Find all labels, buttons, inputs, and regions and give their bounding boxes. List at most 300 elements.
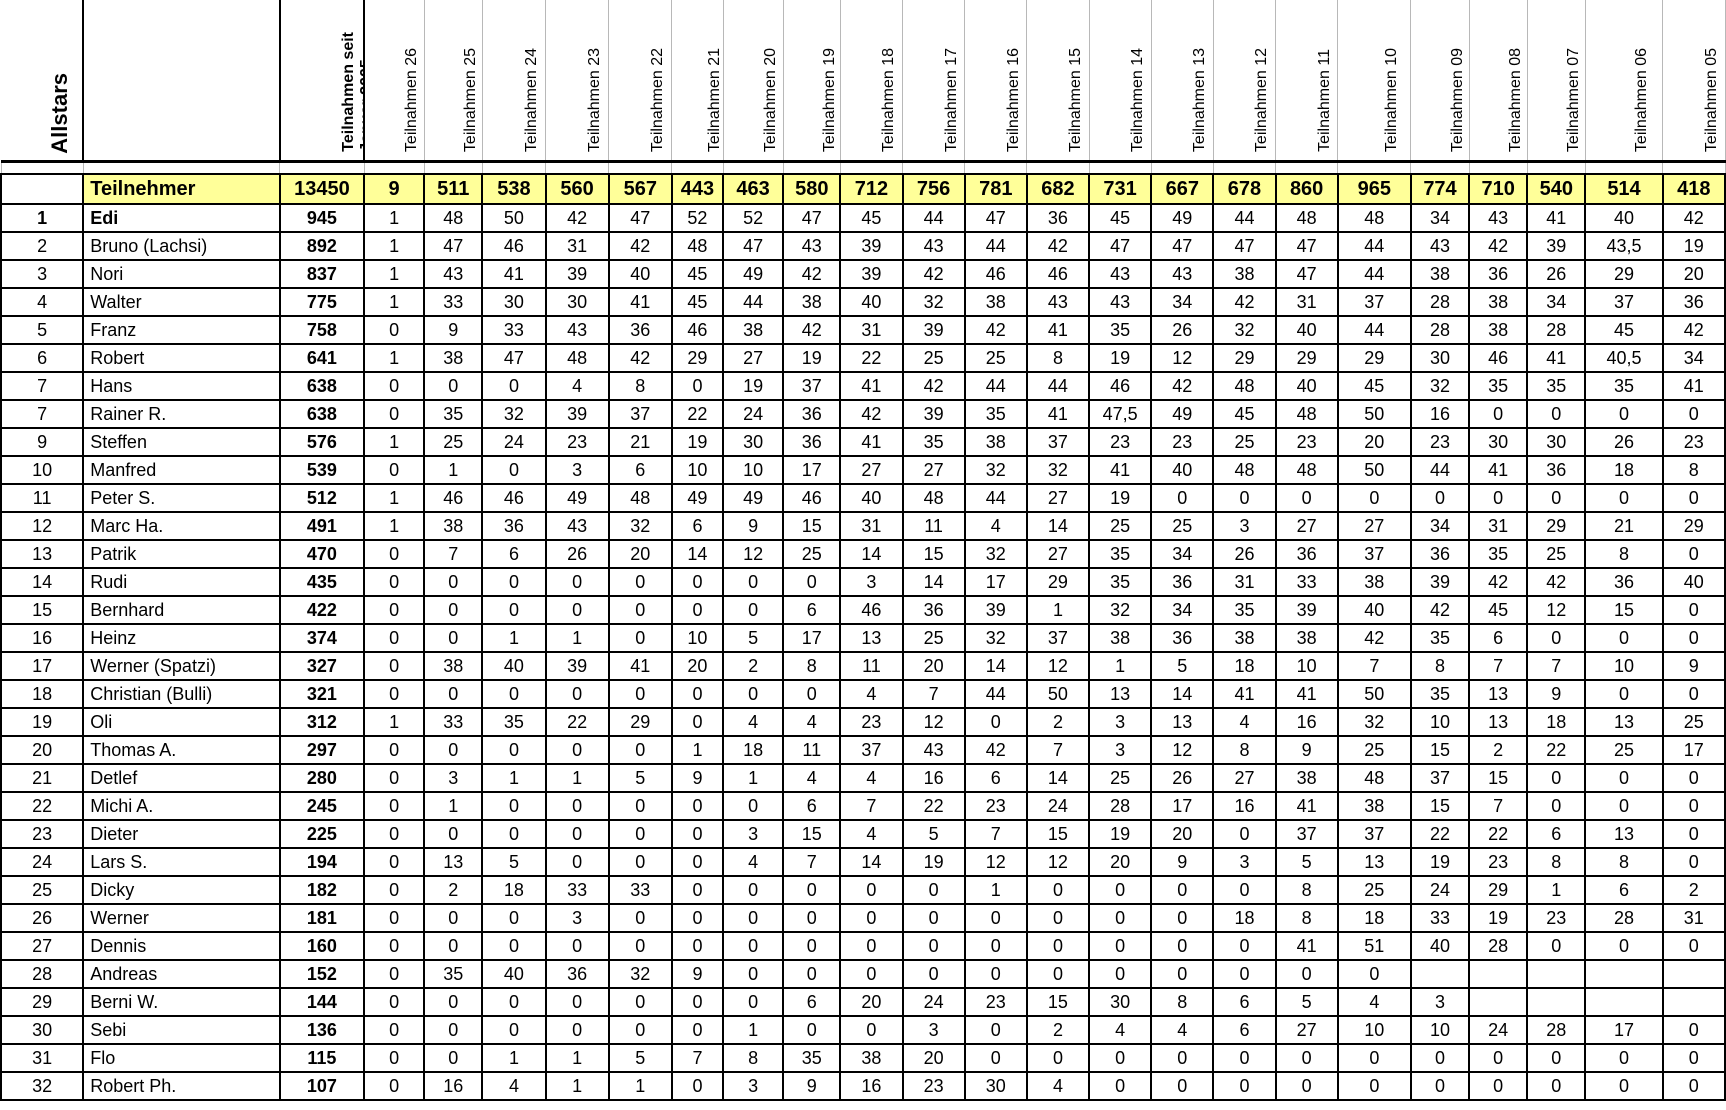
name-cell: Rudi [83,568,280,596]
total-cell: 576 [280,428,364,456]
year-value-cell: 0 [903,932,965,960]
year-value-cell: 2 [1469,736,1527,764]
year-value-cell: 48 [609,484,672,512]
year-value-cell: 0 [1585,400,1662,428]
year-value-cell: 43 [546,512,609,540]
rank-cell: 32 [1,1072,83,1100]
year-value-cell: 0 [672,1072,723,1100]
year-value-cell: 1 [364,260,424,288]
rank-cell: 2 [1,232,83,260]
summary-year-value: 443 [672,174,723,204]
year-value-cell: 45 [1089,204,1151,232]
year-value-cell: 45 [1469,596,1527,624]
rank-cell: 19 [1,708,83,736]
summary-year-value: 682 [1027,174,1089,204]
year-value-cell: 0 [1527,400,1585,428]
year-value-cell: 12 [965,848,1027,876]
year-value-cell: 45 [672,288,723,316]
year-header [1151,0,1213,162]
year-value-cell: 0 [1338,484,1411,512]
separator-row [1,162,1725,175]
year-value-cell: 19 [903,848,965,876]
year-value-cell: 18 [723,736,783,764]
year-header-label: Teilnahmen 23 [586,47,604,152]
year-value-cell: 41 [1527,344,1585,372]
year-value-cell: 0 [1338,1044,1411,1072]
year-value-cell: 0 [424,820,482,848]
year-value-cell: 4 [783,764,840,792]
year-value-cell: 8 [1411,652,1469,680]
year-value-cell: 43 [1469,204,1527,232]
year-value-cell: 42 [609,344,672,372]
year-header-label: Teilnahmen 16 [1004,47,1022,152]
total-cell: 280 [280,764,364,792]
year-value-cell: 28 [1585,904,1662,932]
year-value-cell [1469,960,1527,988]
rank-cell: 20 [1,736,83,764]
year-value-cell: 25 [1213,428,1275,456]
year-value-cell: 0 [1089,876,1151,904]
name-cell: Patrik [83,540,280,568]
year-value-cell: 29 [1027,568,1089,596]
year-value-cell: 0 [723,988,783,1016]
name-cell: Thomas A. [83,736,280,764]
year-value-cell: 0 [783,960,840,988]
year-value-cell: 0 [364,1044,424,1072]
year-value-cell: 29 [1527,512,1585,540]
year-value-cell: 47 [609,204,672,232]
year-value-cell: 12 [1527,596,1585,624]
year-value-cell: 9 [1276,736,1338,764]
year-value-cell: 0 [723,960,783,988]
year-value-cell: 33 [1276,568,1338,596]
year-value-cell: 29 [1663,512,1725,540]
year-value-cell: 4 [1089,1016,1151,1044]
year-value-cell: 1 [546,1044,609,1072]
year-value-cell: 17 [1663,736,1725,764]
year-value-cell: 0 [482,456,545,484]
summary-year-value: 710 [1469,174,1527,204]
year-value-cell: 36 [546,960,609,988]
year-value-cell: 32 [1411,372,1469,400]
year-value-cell: 9 [672,960,723,988]
year-value-cell: 0 [364,1072,424,1100]
year-header-label: Teilnahmen 12 [1253,47,1271,152]
year-value-cell: 14 [1151,680,1213,708]
year-value-cell: 44 [965,484,1027,512]
year-value-cell: 43 [903,736,965,764]
summary-year-value: 731 [1089,174,1151,204]
year-value-cell: 50 [1027,680,1089,708]
total-cell: 491 [280,512,364,540]
total-cell: 181 [280,904,364,932]
year-value-cell: 0 [1213,960,1275,988]
year-header-label: Teilnahmen 09 [1449,47,1466,152]
year-header-label: Teilnahmen 10 [1383,47,1401,152]
year-value-cell: 0 [364,372,424,400]
year-value-cell: 42 [609,232,672,260]
year-value-cell: 21 [609,428,672,456]
year-value-cell: 5 [482,848,545,876]
allstars-header [1,0,83,162]
year-value-cell: 23 [1469,848,1527,876]
year-value-cell: 28 [1527,316,1585,344]
rank-cell: 14 [1,568,83,596]
year-value-cell: 27 [723,344,783,372]
year-value-cell: 0 [1663,932,1725,960]
year-value-cell: 38 [1338,792,1411,820]
year-value-cell: 27 [1276,512,1338,540]
year-value-cell: 4 [1213,708,1275,736]
year-value-cell: 0 [840,1016,902,1044]
name-cell: Marc Ha. [83,512,280,540]
year-value-cell: 32 [609,960,672,988]
year-value-cell: 13 [1089,680,1151,708]
year-header [903,0,965,162]
year-value-cell: 30 [482,288,545,316]
year-value-cell: 15 [1469,764,1527,792]
year-value-cell: 36 [1469,260,1527,288]
year-value-cell: 0 [903,876,965,904]
year-header [424,0,482,162]
year-value-cell: 2 [1663,876,1725,904]
year-value-cell: 0 [1663,1044,1725,1072]
year-value-cell: 0 [965,932,1027,960]
year-value-cell: 38 [965,428,1027,456]
rank-cell: 18 [1,680,83,708]
year-value-cell: 1 [546,1072,609,1100]
year-value-cell: 37 [1338,540,1411,568]
year-value-cell: 32 [1089,596,1151,624]
rank-cell: 1 [1,204,83,232]
year-value-cell: 0 [546,736,609,764]
table-row [1,316,1725,344]
year-value-cell: 0 [1585,624,1662,652]
year-value-cell: 0 [1089,1072,1151,1100]
name-cell: Flo [83,1044,280,1072]
year-value-cell: 6 [609,456,672,484]
year-header [965,0,1027,162]
year-value-cell: 4 [482,1072,545,1100]
year-value-cell: 50 [1338,680,1411,708]
year-value-cell: 32 [965,624,1027,652]
year-value-cell: 41 [609,652,672,680]
year-value-cell: 16 [1213,792,1275,820]
year-value-cell: 10 [1585,652,1662,680]
year-value-cell: 33 [424,708,482,736]
year-value-cell: 36 [609,316,672,344]
year-value-cell: 52 [723,204,783,232]
total-cell: 327 [280,652,364,680]
table-row [1,988,1725,1016]
year-value-cell: 42 [1213,288,1275,316]
year-value-cell: 36 [1585,568,1662,596]
year-value-cell: 7 [1527,652,1585,680]
table-row [1,904,1725,932]
year-value-cell: 0 [1151,960,1213,988]
year-value-cell: 42 [783,260,840,288]
year-value-cell: 0 [482,792,545,820]
year-value-cell: 32 [965,540,1027,568]
header-row [1,0,1725,162]
year-value-cell: 43 [1027,288,1089,316]
year-value-cell: 47 [1089,232,1151,260]
separator-cell [1527,162,1585,175]
total-cell: 297 [280,736,364,764]
year-value-cell: 4 [965,512,1027,540]
table-row [1,484,1725,512]
table-row [1,764,1725,792]
name-cell: Manfred [83,456,280,484]
year-value-cell: 16 [424,1072,482,1100]
table-row [1,708,1725,736]
year-value-cell: 42 [965,736,1027,764]
year-value-cell: 0 [364,932,424,960]
year-value-cell: 43 [783,232,840,260]
year-value-cell: 35 [1089,316,1151,344]
year-value-cell: 37 [1338,820,1411,848]
year-value-cell: 16 [840,1072,902,1100]
total-cell: 107 [280,1072,364,1100]
separator-cell [1411,162,1469,175]
year-value-cell: 39 [840,260,902,288]
rank-cell: 29 [1,988,83,1016]
year-value-cell: 23 [1089,428,1151,456]
year-value-cell: 6 [1585,876,1662,904]
year-value-cell: 15 [1027,988,1089,1016]
year-value-cell: 36 [1663,288,1725,316]
total-cell: 245 [280,792,364,820]
name-cell: Detlef [83,764,280,792]
year-header-label: Teilnahmen 06 [1633,47,1650,152]
year-value-cell: 36 [1027,204,1089,232]
year-value-cell: 10 [672,456,723,484]
year-value-cell: 35 [1469,372,1527,400]
year-value-cell: 0 [672,596,723,624]
year-value-cell: 0 [609,596,672,624]
rank-cell: 27 [1,932,83,960]
year-value-cell: 47 [482,344,545,372]
year-value-cell: 1 [723,764,783,792]
year-value-cell: 29 [1276,344,1338,372]
separator-cell [1338,162,1411,175]
year-header-label: Teilnahmen 21 [706,47,724,152]
year-value-cell: 23 [1411,428,1469,456]
year-value-cell: 0 [364,988,424,1016]
year-value-cell: 26 [1213,540,1275,568]
year-value-cell: 29 [609,708,672,736]
year-value-cell: 0 [1663,848,1725,876]
separator-cell [482,162,545,175]
year-value-cell: 40 [1411,932,1469,960]
year-value-cell: 3 [424,764,482,792]
year-header [1089,0,1151,162]
year-value-cell: 0 [546,820,609,848]
year-value-cell: 16 [1276,708,1338,736]
year-value-cell: 19 [1411,848,1469,876]
year-value-cell: 25 [783,540,840,568]
separator-cell [1213,162,1275,175]
year-value-cell: 0 [672,792,723,820]
table-row [1,232,1725,260]
year-value-cell: 48 [1276,456,1338,484]
summary-year-value: 860 [1276,174,1338,204]
year-value-cell: 45 [840,204,902,232]
year-value-cell: 45 [1338,372,1411,400]
year-value-cell: 0 [546,932,609,960]
year-value-cell: 27 [1213,764,1275,792]
year-value-cell: 19 [723,372,783,400]
year-value-cell: 5 [903,820,965,848]
year-value-cell: 0 [424,988,482,1016]
year-value-cell: 0 [482,932,545,960]
year-value-cell: 7 [965,820,1027,848]
year-value-cell: 0 [546,680,609,708]
year-value-cell: 0 [482,904,545,932]
year-value-cell: 31 [546,232,609,260]
year-value-cell: 1 [364,288,424,316]
year-header [609,0,672,162]
allstars-label: Allstars [46,73,72,154]
year-value-cell: 0 [1213,932,1275,960]
year-value-cell: 25 [1585,736,1662,764]
year-value-cell: 0 [1213,484,1275,512]
year-value-cell: 13 [424,848,482,876]
year-value-cell: 0 [609,932,672,960]
year-value-cell: 18 [1527,708,1585,736]
year-value-cell: 0 [903,960,965,988]
year-value-cell: 46 [1027,260,1089,288]
year-value-cell: 0 [1151,904,1213,932]
year-value-cell: 0 [1213,1044,1275,1072]
year-value-cell: 49 [723,260,783,288]
year-value-cell: 1 [965,876,1027,904]
year-value-cell: 39 [840,232,902,260]
year-value-cell: 24 [482,428,545,456]
year-value-cell: 0 [364,596,424,624]
year-value-cell: 38 [723,316,783,344]
year-header-label: Teilnahmen 05 [1702,47,1720,152]
year-value-cell: 27 [840,456,902,484]
year-value-cell: 0 [482,372,545,400]
year-value-cell: 5 [609,1044,672,1072]
year-value-cell: 35 [1089,568,1151,596]
year-value-cell: 0 [364,960,424,988]
year-value-cell: 0 [1663,792,1725,820]
year-value-cell: 41 [1527,204,1585,232]
year-value-cell: 37 [1276,820,1338,848]
year-value-cell: 2 [1027,708,1089,736]
summary-total: 13450 [280,174,364,204]
year-value-cell: 0 [1151,1044,1213,1072]
year-value-cell: 27 [1027,540,1089,568]
year-value-cell: 6 [965,764,1027,792]
year-value-cell: 7 [424,540,482,568]
year-header-label: Teilnahmen 13 [1191,47,1209,152]
year-value-cell: 6 [1469,624,1527,652]
separator-cell [1469,162,1527,175]
name-cell: Werner [83,904,280,932]
name-cell: Oli [83,708,280,736]
year-value-cell: 0 [1151,932,1213,960]
rank-cell: 12 [1,512,83,540]
year-value-cell: 38 [424,512,482,540]
rank-cell: 26 [1,904,83,932]
year-value-cell: 40 [1276,372,1338,400]
year-value-cell: 0 [672,1016,723,1044]
year-value-cell [1411,960,1469,988]
year-value-cell: 19 [1089,820,1151,848]
year-header-label: Teilnahmen 15 [1066,47,1084,152]
year-value-cell: 34 [1151,596,1213,624]
year-value-cell: 40 [840,484,902,512]
year-value-cell: 28 [1411,288,1469,316]
year-value-cell: 0 [546,988,609,1016]
year-value-cell: 41 [1027,400,1089,428]
year-value-cell: 0 [609,680,672,708]
year-value-cell: 0 [546,848,609,876]
year-value-cell: 6 [482,540,545,568]
year-value-cell: 7 [1469,652,1527,680]
year-value-cell: 30 [1089,988,1151,1016]
year-value-cell: 0 [1213,1072,1275,1100]
year-value-cell: 0 [1527,792,1585,820]
year-value-cell: 0 [1585,764,1662,792]
year-value-cell: 6 [1213,1016,1275,1044]
year-value-cell: 25 [424,428,482,456]
year-value-cell: 8 [1663,456,1725,484]
rank-cell: 3 [1,260,83,288]
year-header [1213,0,1275,162]
year-value-cell: 42 [1151,372,1213,400]
year-value-cell: 38 [1469,316,1527,344]
year-value-cell: 48 [672,232,723,260]
year-value-cell: 0 [783,876,840,904]
year-header [546,0,609,162]
year-value-cell: 0 [723,932,783,960]
total-cell: 945 [280,204,364,232]
year-value-cell: 0 [840,904,902,932]
year-header-label: Teilnahmen 20 [762,47,780,152]
year-value-cell: 46 [482,484,545,512]
year-value-cell: 32 [1213,316,1275,344]
year-value-cell: 42 [546,204,609,232]
year-value-cell: 18 [1338,904,1411,932]
year-value-cell: 8 [783,652,840,680]
year-value-cell: 46 [840,596,902,624]
separator-cell [83,162,280,175]
name-cell: Nori [83,260,280,288]
year-value-cell: 48 [546,344,609,372]
year-value-cell: 6 [1527,820,1585,848]
year-header-label: Teilnahmen 07 [1565,47,1583,152]
table-row [1,568,1725,596]
year-value-cell: 29 [1585,260,1662,288]
year-header [1585,0,1662,162]
year-value-cell: 25 [1338,736,1411,764]
year-value-cell: 17 [965,568,1027,596]
year-value-cell: 0 [1663,540,1725,568]
year-value-cell: 0 [546,792,609,820]
year-value-cell: 23 [965,792,1027,820]
year-value-cell: 0 [364,316,424,344]
year-value-cell: 3 [546,904,609,932]
year-value-cell: 8 [1527,848,1585,876]
year-value-cell [1663,988,1725,1016]
total-cell: 321 [280,680,364,708]
year-value-cell: 0 [482,988,545,1016]
year-value-cell: 27 [1338,512,1411,540]
